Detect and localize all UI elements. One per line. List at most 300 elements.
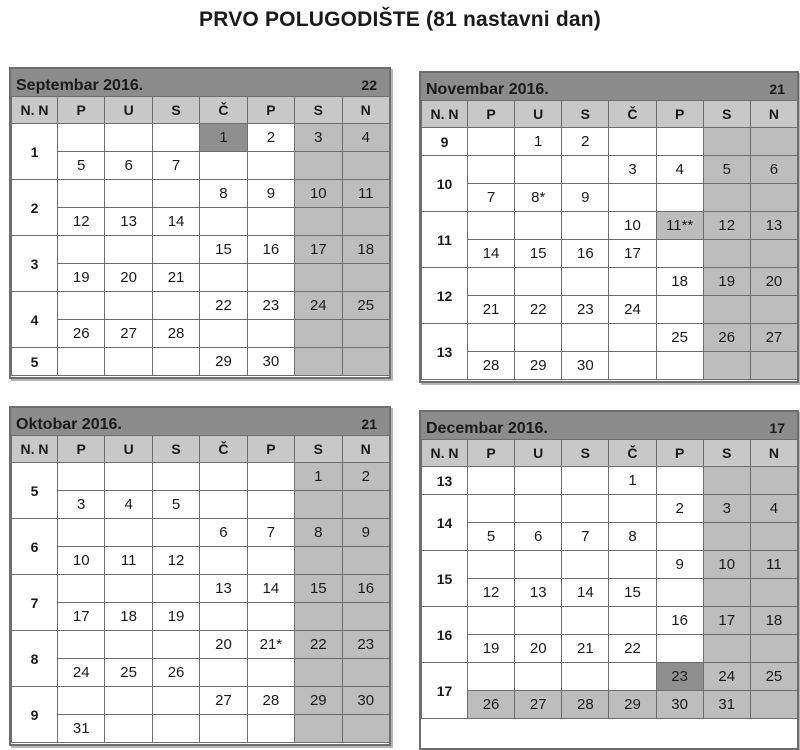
calendar-row xyxy=(422,184,798,212)
day-cell xyxy=(750,240,797,268)
day-cell xyxy=(750,184,797,212)
day-cell: 22 xyxy=(515,296,562,324)
calendar-grid xyxy=(11,435,390,743)
day-cell xyxy=(200,659,247,687)
month-header xyxy=(421,73,797,101)
calendar-row xyxy=(12,659,390,687)
calendar-row xyxy=(422,268,798,296)
day-cell: 15 xyxy=(295,575,342,603)
calendar-row xyxy=(422,212,798,240)
day-cell xyxy=(515,156,562,184)
calendar-row xyxy=(422,691,798,719)
calendar-row xyxy=(12,152,390,180)
day-cell: 25 xyxy=(342,292,389,320)
weekday-header: N xyxy=(342,97,389,124)
day-cell xyxy=(152,715,199,743)
week-number-header: N. N xyxy=(12,97,58,124)
day-cell: 7 xyxy=(562,523,609,551)
day-cell xyxy=(468,156,515,184)
weekday-header: U xyxy=(105,97,152,124)
day-cell xyxy=(105,715,152,743)
day-cell: 17 xyxy=(295,236,342,264)
day-cell: 31 xyxy=(58,715,105,743)
day-cell xyxy=(105,180,152,208)
week-number: 3 xyxy=(12,236,58,292)
day-cell: 11 xyxy=(105,547,152,575)
day-cell: 21 xyxy=(562,635,609,663)
day-cell: 20 xyxy=(105,264,152,292)
day-cell: 10 xyxy=(703,551,750,579)
day-cell xyxy=(609,607,656,635)
day-cell xyxy=(515,551,562,579)
day-cell: 27 xyxy=(515,691,562,719)
day-cell xyxy=(750,691,797,719)
weekday-header-row xyxy=(422,101,798,128)
weekday-header-row xyxy=(422,440,798,467)
day-cell xyxy=(58,292,105,320)
day-cell xyxy=(247,152,294,180)
day-cell xyxy=(562,467,609,495)
month-name: Decembar 2016. xyxy=(426,420,548,437)
day-cell: 1 xyxy=(515,128,562,156)
day-cell: 31 xyxy=(703,691,750,719)
day-cell: 12 xyxy=(58,208,105,236)
day-cell xyxy=(562,156,609,184)
day-cell: 8* xyxy=(515,184,562,212)
day-cell xyxy=(247,659,294,687)
day-cell xyxy=(562,268,609,296)
day-cell: 21 xyxy=(468,296,515,324)
month-header xyxy=(11,408,389,436)
day-cell xyxy=(200,547,247,575)
day-cell: 19 xyxy=(468,635,515,663)
day-cell xyxy=(105,463,152,491)
weekday-header: P xyxy=(247,97,294,124)
day-cell xyxy=(58,575,105,603)
day-cell: 26 xyxy=(468,691,515,719)
day-cell: 25 xyxy=(750,663,797,691)
day-cell xyxy=(468,212,515,240)
day-cell: 26 xyxy=(58,320,105,348)
calendar-row xyxy=(12,491,390,519)
day-cell: 15 xyxy=(609,579,656,607)
day-cell xyxy=(468,495,515,523)
school-days-count: 21 xyxy=(769,81,785,97)
day-cell xyxy=(703,352,750,380)
day-cell: 28 xyxy=(152,320,199,348)
week-number: 14 xyxy=(422,495,468,551)
day-cell xyxy=(247,603,294,631)
week-number: 5 xyxy=(12,348,58,376)
day-cell: 14 xyxy=(468,240,515,268)
day-cell xyxy=(200,603,247,631)
day-cell: 20 xyxy=(750,268,797,296)
day-cell: 23 xyxy=(656,663,703,691)
calendar-row xyxy=(12,463,390,491)
day-cell xyxy=(468,663,515,691)
day-cell: 13 xyxy=(750,212,797,240)
day-cell xyxy=(750,635,797,663)
day-cell: 11 xyxy=(342,180,389,208)
day-cell xyxy=(295,603,342,631)
weekday-header: N xyxy=(750,440,797,467)
calendar-september xyxy=(9,67,391,379)
day-cell xyxy=(609,663,656,691)
weekday-header: P xyxy=(468,440,515,467)
day-cell xyxy=(750,579,797,607)
day-cell: 25 xyxy=(656,324,703,352)
day-cell: 28 xyxy=(562,691,609,719)
day-cell xyxy=(468,607,515,635)
day-cell: 3 xyxy=(609,156,656,184)
week-number: 13 xyxy=(422,467,468,495)
day-cell: 11 xyxy=(750,551,797,579)
day-cell xyxy=(200,715,247,743)
day-cell: 4 xyxy=(750,495,797,523)
day-cell xyxy=(200,152,247,180)
day-cell: 2 xyxy=(342,463,389,491)
day-cell xyxy=(58,236,105,264)
day-cell xyxy=(515,467,562,495)
week-number: 1 xyxy=(12,124,58,180)
day-cell xyxy=(562,212,609,240)
week-number: 13 xyxy=(422,324,468,380)
day-cell xyxy=(656,184,703,212)
day-cell xyxy=(295,491,342,519)
calendar-row xyxy=(12,519,390,547)
day-cell: 3 xyxy=(58,491,105,519)
day-cell xyxy=(609,184,656,212)
page-title: PRVO POLUGODIŠTE (81 nastavni dan) xyxy=(199,8,601,31)
day-cell xyxy=(342,348,389,376)
calendar-row xyxy=(422,523,798,551)
day-cell xyxy=(562,551,609,579)
weekday-header: U xyxy=(515,440,562,467)
day-cell: 18 xyxy=(656,268,703,296)
calendar-row xyxy=(422,607,798,635)
weekday-header: P xyxy=(58,97,105,124)
day-cell: 22 xyxy=(295,631,342,659)
day-cell xyxy=(468,128,515,156)
day-cell: 13 xyxy=(105,208,152,236)
day-cell xyxy=(342,264,389,292)
week-number: 12 xyxy=(422,268,468,324)
day-cell: 10 xyxy=(609,212,656,240)
day-cell: 16 xyxy=(656,607,703,635)
day-cell xyxy=(247,715,294,743)
day-cell xyxy=(295,715,342,743)
calendar-row xyxy=(12,348,390,376)
day-cell: 24 xyxy=(703,663,750,691)
day-cell xyxy=(200,208,247,236)
day-cell xyxy=(105,124,152,152)
day-cell xyxy=(58,687,105,715)
day-cell: 1 xyxy=(609,467,656,495)
calendar-row xyxy=(12,124,390,152)
week-number: 10 xyxy=(422,156,468,212)
day-cell xyxy=(152,236,199,264)
day-cell: 9 xyxy=(656,551,703,579)
day-cell: 22 xyxy=(200,292,247,320)
week-number: 15 xyxy=(422,551,468,607)
day-cell xyxy=(342,547,389,575)
day-cell xyxy=(656,128,703,156)
day-cell: 4 xyxy=(105,491,152,519)
day-cell: 17 xyxy=(609,240,656,268)
day-cell: 10 xyxy=(58,547,105,575)
month-name: Oktobar 2016. xyxy=(16,416,122,433)
calendar-row xyxy=(422,240,798,268)
day-cell: 23 xyxy=(562,296,609,324)
day-cell xyxy=(515,324,562,352)
day-cell xyxy=(200,491,247,519)
day-cell: 29 xyxy=(200,348,247,376)
day-cell xyxy=(200,320,247,348)
calendar-grid xyxy=(421,439,798,719)
day-cell xyxy=(247,208,294,236)
day-cell: 15 xyxy=(515,240,562,268)
day-cell xyxy=(342,320,389,348)
week-number: 16 xyxy=(422,607,468,663)
day-cell: 13 xyxy=(515,579,562,607)
weekday-header: U xyxy=(515,101,562,128)
day-cell: 6 xyxy=(750,156,797,184)
day-cell xyxy=(105,519,152,547)
calendar-grid xyxy=(11,96,390,376)
week-number: 6 xyxy=(12,519,58,575)
day-cell: 9 xyxy=(247,180,294,208)
day-cell: 2 xyxy=(247,124,294,152)
day-cell xyxy=(609,352,656,380)
calendar-row xyxy=(422,352,798,380)
weekday-header: Č xyxy=(200,97,247,124)
day-cell: 6 xyxy=(105,152,152,180)
calendar-row xyxy=(422,635,798,663)
day-cell: 20 xyxy=(515,635,562,663)
day-cell xyxy=(515,607,562,635)
day-cell: 2 xyxy=(656,495,703,523)
school-days-count: 21 xyxy=(361,416,377,432)
day-cell xyxy=(562,495,609,523)
day-cell xyxy=(609,128,656,156)
day-cell: 30 xyxy=(342,687,389,715)
day-cell: 5 xyxy=(703,156,750,184)
calendar-row xyxy=(422,663,798,691)
day-cell: 23 xyxy=(247,292,294,320)
calendar-oktobar xyxy=(9,406,391,746)
day-cell xyxy=(105,292,152,320)
calendar-november xyxy=(419,71,799,383)
day-cell xyxy=(342,491,389,519)
weekday-header: P xyxy=(468,101,515,128)
month-header xyxy=(11,69,389,97)
day-cell xyxy=(750,296,797,324)
day-cell xyxy=(703,467,750,495)
day-cell xyxy=(58,519,105,547)
calendar-row xyxy=(12,180,390,208)
day-cell xyxy=(750,467,797,495)
day-cell xyxy=(562,324,609,352)
calendar-row xyxy=(12,236,390,264)
day-cell: 16 xyxy=(562,240,609,268)
day-cell xyxy=(105,348,152,376)
day-cell xyxy=(152,631,199,659)
week-number: 8 xyxy=(12,631,58,687)
month-header xyxy=(421,412,797,440)
day-cell: 26 xyxy=(703,324,750,352)
day-cell xyxy=(342,659,389,687)
day-cell: 16 xyxy=(342,575,389,603)
day-cell xyxy=(247,491,294,519)
day-cell: 8 xyxy=(200,180,247,208)
weekday-header: S xyxy=(703,101,750,128)
day-cell xyxy=(515,495,562,523)
day-cell xyxy=(656,523,703,551)
day-cell: 30 xyxy=(247,348,294,376)
day-cell xyxy=(152,575,199,603)
day-cell: 17 xyxy=(58,603,105,631)
day-cell xyxy=(656,296,703,324)
day-cell: 24 xyxy=(609,296,656,324)
calendar-row xyxy=(12,208,390,236)
day-cell: 3 xyxy=(295,124,342,152)
weekday-header: P xyxy=(247,436,294,463)
calendar-row xyxy=(422,156,798,184)
day-cell xyxy=(515,212,562,240)
day-cell: 11** xyxy=(656,212,703,240)
week-number: 4 xyxy=(12,292,58,348)
day-cell xyxy=(200,463,247,491)
day-cell xyxy=(656,467,703,495)
weekday-header: P xyxy=(58,436,105,463)
day-cell: 5 xyxy=(58,152,105,180)
calendar-grid xyxy=(421,100,798,380)
day-cell: 9 xyxy=(342,519,389,547)
day-cell xyxy=(609,268,656,296)
calendar-row xyxy=(12,575,390,603)
weekday-header: S xyxy=(295,97,342,124)
day-cell xyxy=(750,128,797,156)
calendar-row xyxy=(12,631,390,659)
day-cell xyxy=(295,320,342,348)
day-cell: 16 xyxy=(247,236,294,264)
day-cell: 14 xyxy=(152,208,199,236)
day-cell xyxy=(152,124,199,152)
day-cell xyxy=(703,296,750,324)
day-cell xyxy=(295,547,342,575)
day-cell: 19 xyxy=(58,264,105,292)
day-cell xyxy=(750,523,797,551)
day-cell xyxy=(468,324,515,352)
day-cell xyxy=(200,264,247,292)
day-cell xyxy=(342,208,389,236)
day-cell: 18 xyxy=(750,607,797,635)
day-cell xyxy=(342,603,389,631)
day-cell: 10 xyxy=(295,180,342,208)
day-cell xyxy=(295,348,342,376)
calendar-row xyxy=(422,296,798,324)
weekday-header: Č xyxy=(609,101,656,128)
day-cell: 20 xyxy=(200,631,247,659)
day-cell xyxy=(656,635,703,663)
calendar-row xyxy=(12,264,390,292)
day-cell: 12 xyxy=(468,579,515,607)
day-cell xyxy=(295,152,342,180)
day-cell: 7 xyxy=(247,519,294,547)
weekday-header-row xyxy=(12,97,390,124)
day-cell: 4 xyxy=(656,156,703,184)
day-cell: 21 xyxy=(152,264,199,292)
day-cell xyxy=(58,124,105,152)
day-cell: 1 xyxy=(295,463,342,491)
calendar-row xyxy=(12,603,390,631)
day-cell: 6 xyxy=(200,519,247,547)
calendar-row xyxy=(12,547,390,575)
day-cell: 12 xyxy=(152,547,199,575)
weekday-header: U xyxy=(105,436,152,463)
day-cell: 8 xyxy=(609,523,656,551)
day-cell xyxy=(562,663,609,691)
day-cell xyxy=(105,236,152,264)
day-cell xyxy=(152,687,199,715)
day-cell xyxy=(609,495,656,523)
day-cell: 18 xyxy=(105,603,152,631)
day-cell: 4 xyxy=(342,124,389,152)
weekday-header: Č xyxy=(200,436,247,463)
day-cell: 24 xyxy=(58,659,105,687)
calendar-row xyxy=(422,579,798,607)
school-days-count: 22 xyxy=(361,77,377,93)
calendar-row xyxy=(422,128,798,156)
day-cell: 29 xyxy=(609,691,656,719)
calendar-row xyxy=(12,292,390,320)
day-cell: 21* xyxy=(247,631,294,659)
day-cell: 27 xyxy=(200,687,247,715)
day-cell xyxy=(105,687,152,715)
day-cell xyxy=(105,575,152,603)
weekday-header: S xyxy=(295,436,342,463)
day-cell: 27 xyxy=(750,324,797,352)
week-number: 11 xyxy=(422,212,468,268)
day-cell xyxy=(656,579,703,607)
week-number: 2 xyxy=(12,180,58,236)
weekday-header: S xyxy=(703,440,750,467)
day-cell xyxy=(703,523,750,551)
calendar-row xyxy=(422,551,798,579)
day-cell: 22 xyxy=(609,635,656,663)
weekday-header: S xyxy=(152,436,199,463)
day-cell: 23 xyxy=(342,631,389,659)
day-cell xyxy=(703,128,750,156)
day-cell: 5 xyxy=(468,523,515,551)
day-cell: 7 xyxy=(152,152,199,180)
day-cell: 12 xyxy=(703,212,750,240)
day-cell: 1 xyxy=(200,124,247,152)
week-number-header: N. N xyxy=(12,436,58,463)
calendar-row xyxy=(422,324,798,352)
day-cell: 15 xyxy=(200,236,247,264)
day-cell xyxy=(468,467,515,495)
day-cell: 30 xyxy=(562,352,609,380)
week-number: 9 xyxy=(422,128,468,156)
day-cell xyxy=(58,180,105,208)
day-cell xyxy=(515,268,562,296)
weekday-header-row xyxy=(12,436,390,463)
day-cell xyxy=(703,240,750,268)
day-cell xyxy=(656,352,703,380)
week-number: 17 xyxy=(422,663,468,719)
day-cell: 8 xyxy=(295,519,342,547)
